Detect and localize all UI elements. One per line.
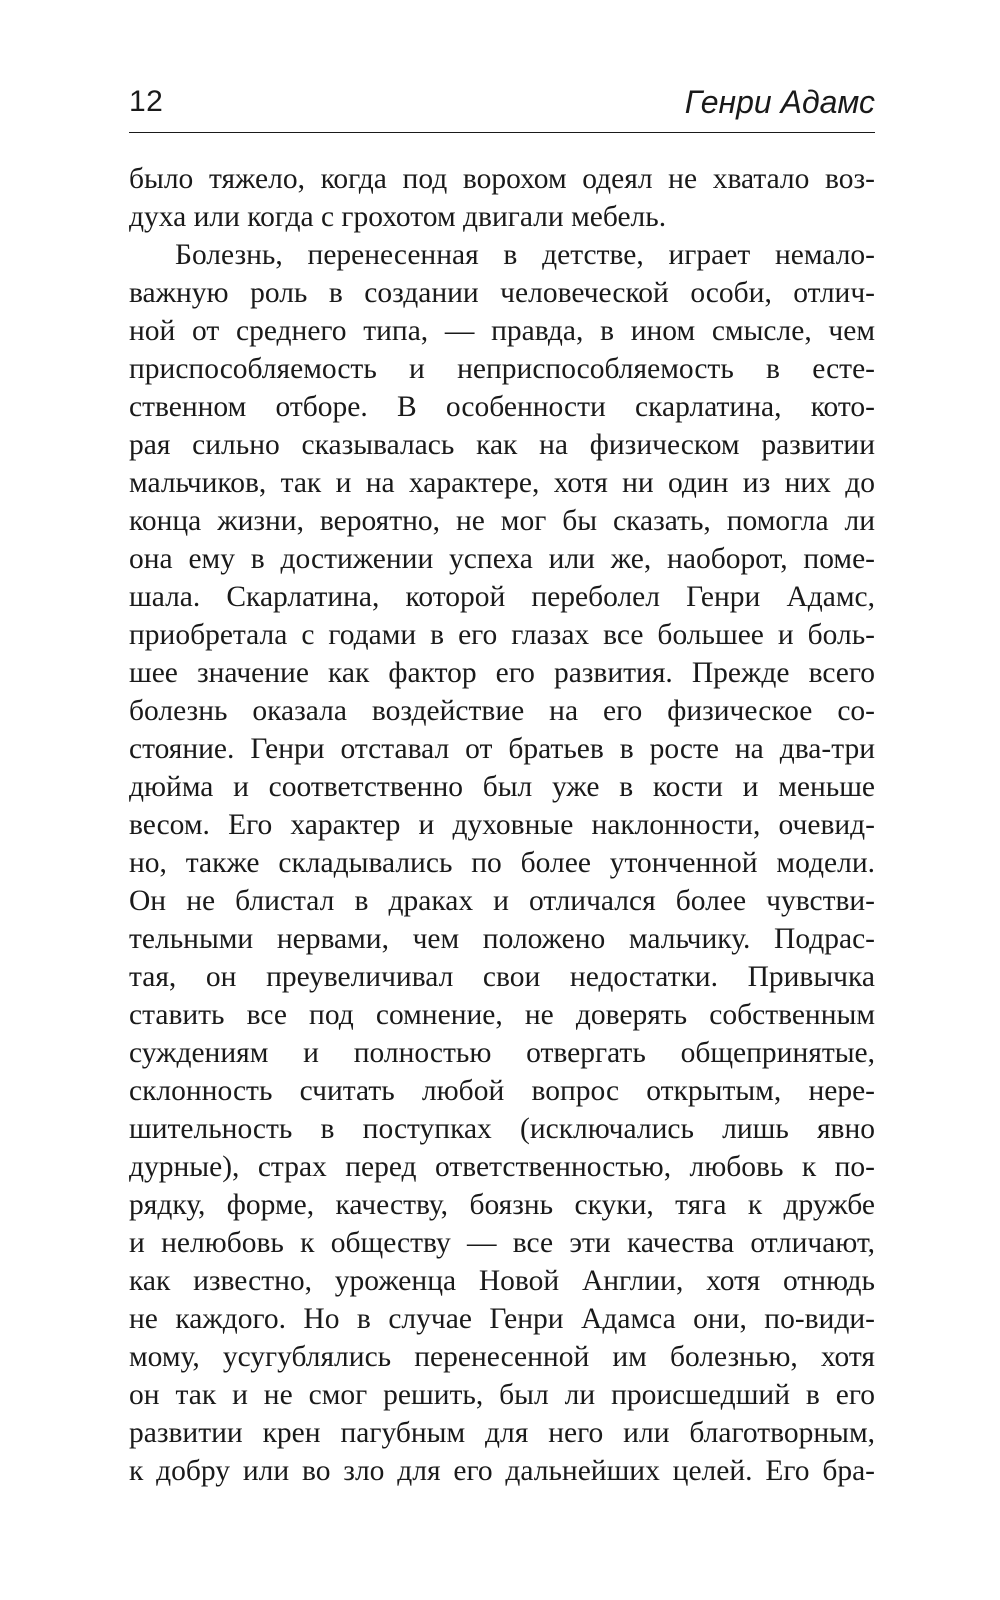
- text-line: важную роль в создании человеческой особи, отлич-: [129, 277, 875, 309]
- page-number: 12: [129, 85, 164, 118]
- text-line: рядку, форме, качеству, боязнь скуки, тяга к дружбе: [129, 1189, 875, 1221]
- text-line: и нелюбовь к обществу — все эти качества отличают,: [129, 1227, 875, 1259]
- text-line: стояние. Генри отставал от братьев в росте на два-три: [129, 733, 875, 765]
- text-line: к добру или во зло для его дальнейших целей. Его бра-: [129, 1455, 875, 1487]
- text-line: приобретала с годами в его глазах все большее и боль-: [129, 619, 875, 651]
- text-line: мальчиков, так и на характере, хотя ни один из них до: [129, 467, 875, 499]
- text-line: ной от среднего типа, — правда, в ином смысле, чем: [129, 315, 875, 347]
- text-line: мому, усугублялись перенесенной им болезнью, хотя: [129, 1341, 875, 1373]
- running-title: Генри Адамс: [684, 84, 875, 120]
- text-line: тельными нервами, чем положено мальчику. Подрас-: [129, 923, 875, 955]
- text-line: приспособляемость и неприспособляемость в есте-: [129, 353, 875, 385]
- text-line: он так и не смог решить, был ли происшедший в его: [129, 1379, 875, 1411]
- text-line: она ему в достижении успеха или же, наоборот, поме-: [129, 543, 875, 575]
- text-line: было тяжело, когда под ворохом одеял не хватало воз-: [129, 163, 875, 195]
- text-line: конца жизни, вероятно, не мог бы сказать, помогла ли: [129, 505, 875, 537]
- text-line: ственном отборе. В особенности скарлатина, кото-: [129, 391, 875, 423]
- text-line: развитии крен пагубным для него или благотворным,: [129, 1417, 875, 1449]
- text-line: шее значение как фактор его развития. Прежде всего: [129, 657, 875, 689]
- body-text: [129, 160, 875, 1490]
- text-line: духа или когда с грохотом двигали мебель.: [129, 201, 667, 233]
- text-line: рая сильно сказывалась как на физическом развитии: [129, 429, 875, 461]
- text-line: болезнь оказала воздействие на его физическое со-: [129, 695, 875, 727]
- text-line: тая, он преувеличивал свои недостатки. Привычка: [129, 961, 875, 993]
- text-line: не каждого. Но в случае Генри Адамса они, по-види-: [129, 1303, 875, 1335]
- paragraph-first-line: Болезнь, перенесенная в детстве, играет немало-: [175, 239, 875, 271]
- text-line: как известно, уроженца Новой Англии, хотя отнюдь: [129, 1265, 875, 1297]
- text-line: дюйма и соответственно был уже в кости и меньше: [129, 771, 875, 803]
- text-line: но, также складывались по более утонченной модели.: [129, 847, 875, 879]
- text-line: шительность в поступках (исключались лишь явно: [129, 1113, 875, 1145]
- text-line: Он не блистал в драках и отличался более чувстви-: [129, 885, 875, 917]
- text-line: дурные), страх перед ответственностью, любовь к по-: [129, 1151, 875, 1183]
- text-line: шала. Скарлатина, которой переболел Генри Адамс,: [129, 581, 875, 613]
- text-line: ставить все под сомнение, не доверять собственным: [129, 999, 875, 1031]
- running-head: [129, 76, 875, 133]
- text-line: склонность считать любой вопрос открытым, нере-: [129, 1075, 875, 1107]
- text-line: суждениям и полностью отвергать общепринятые,: [129, 1037, 875, 1069]
- text-line: весом. Его характер и духовные наклонности, очевид-: [129, 809, 875, 841]
